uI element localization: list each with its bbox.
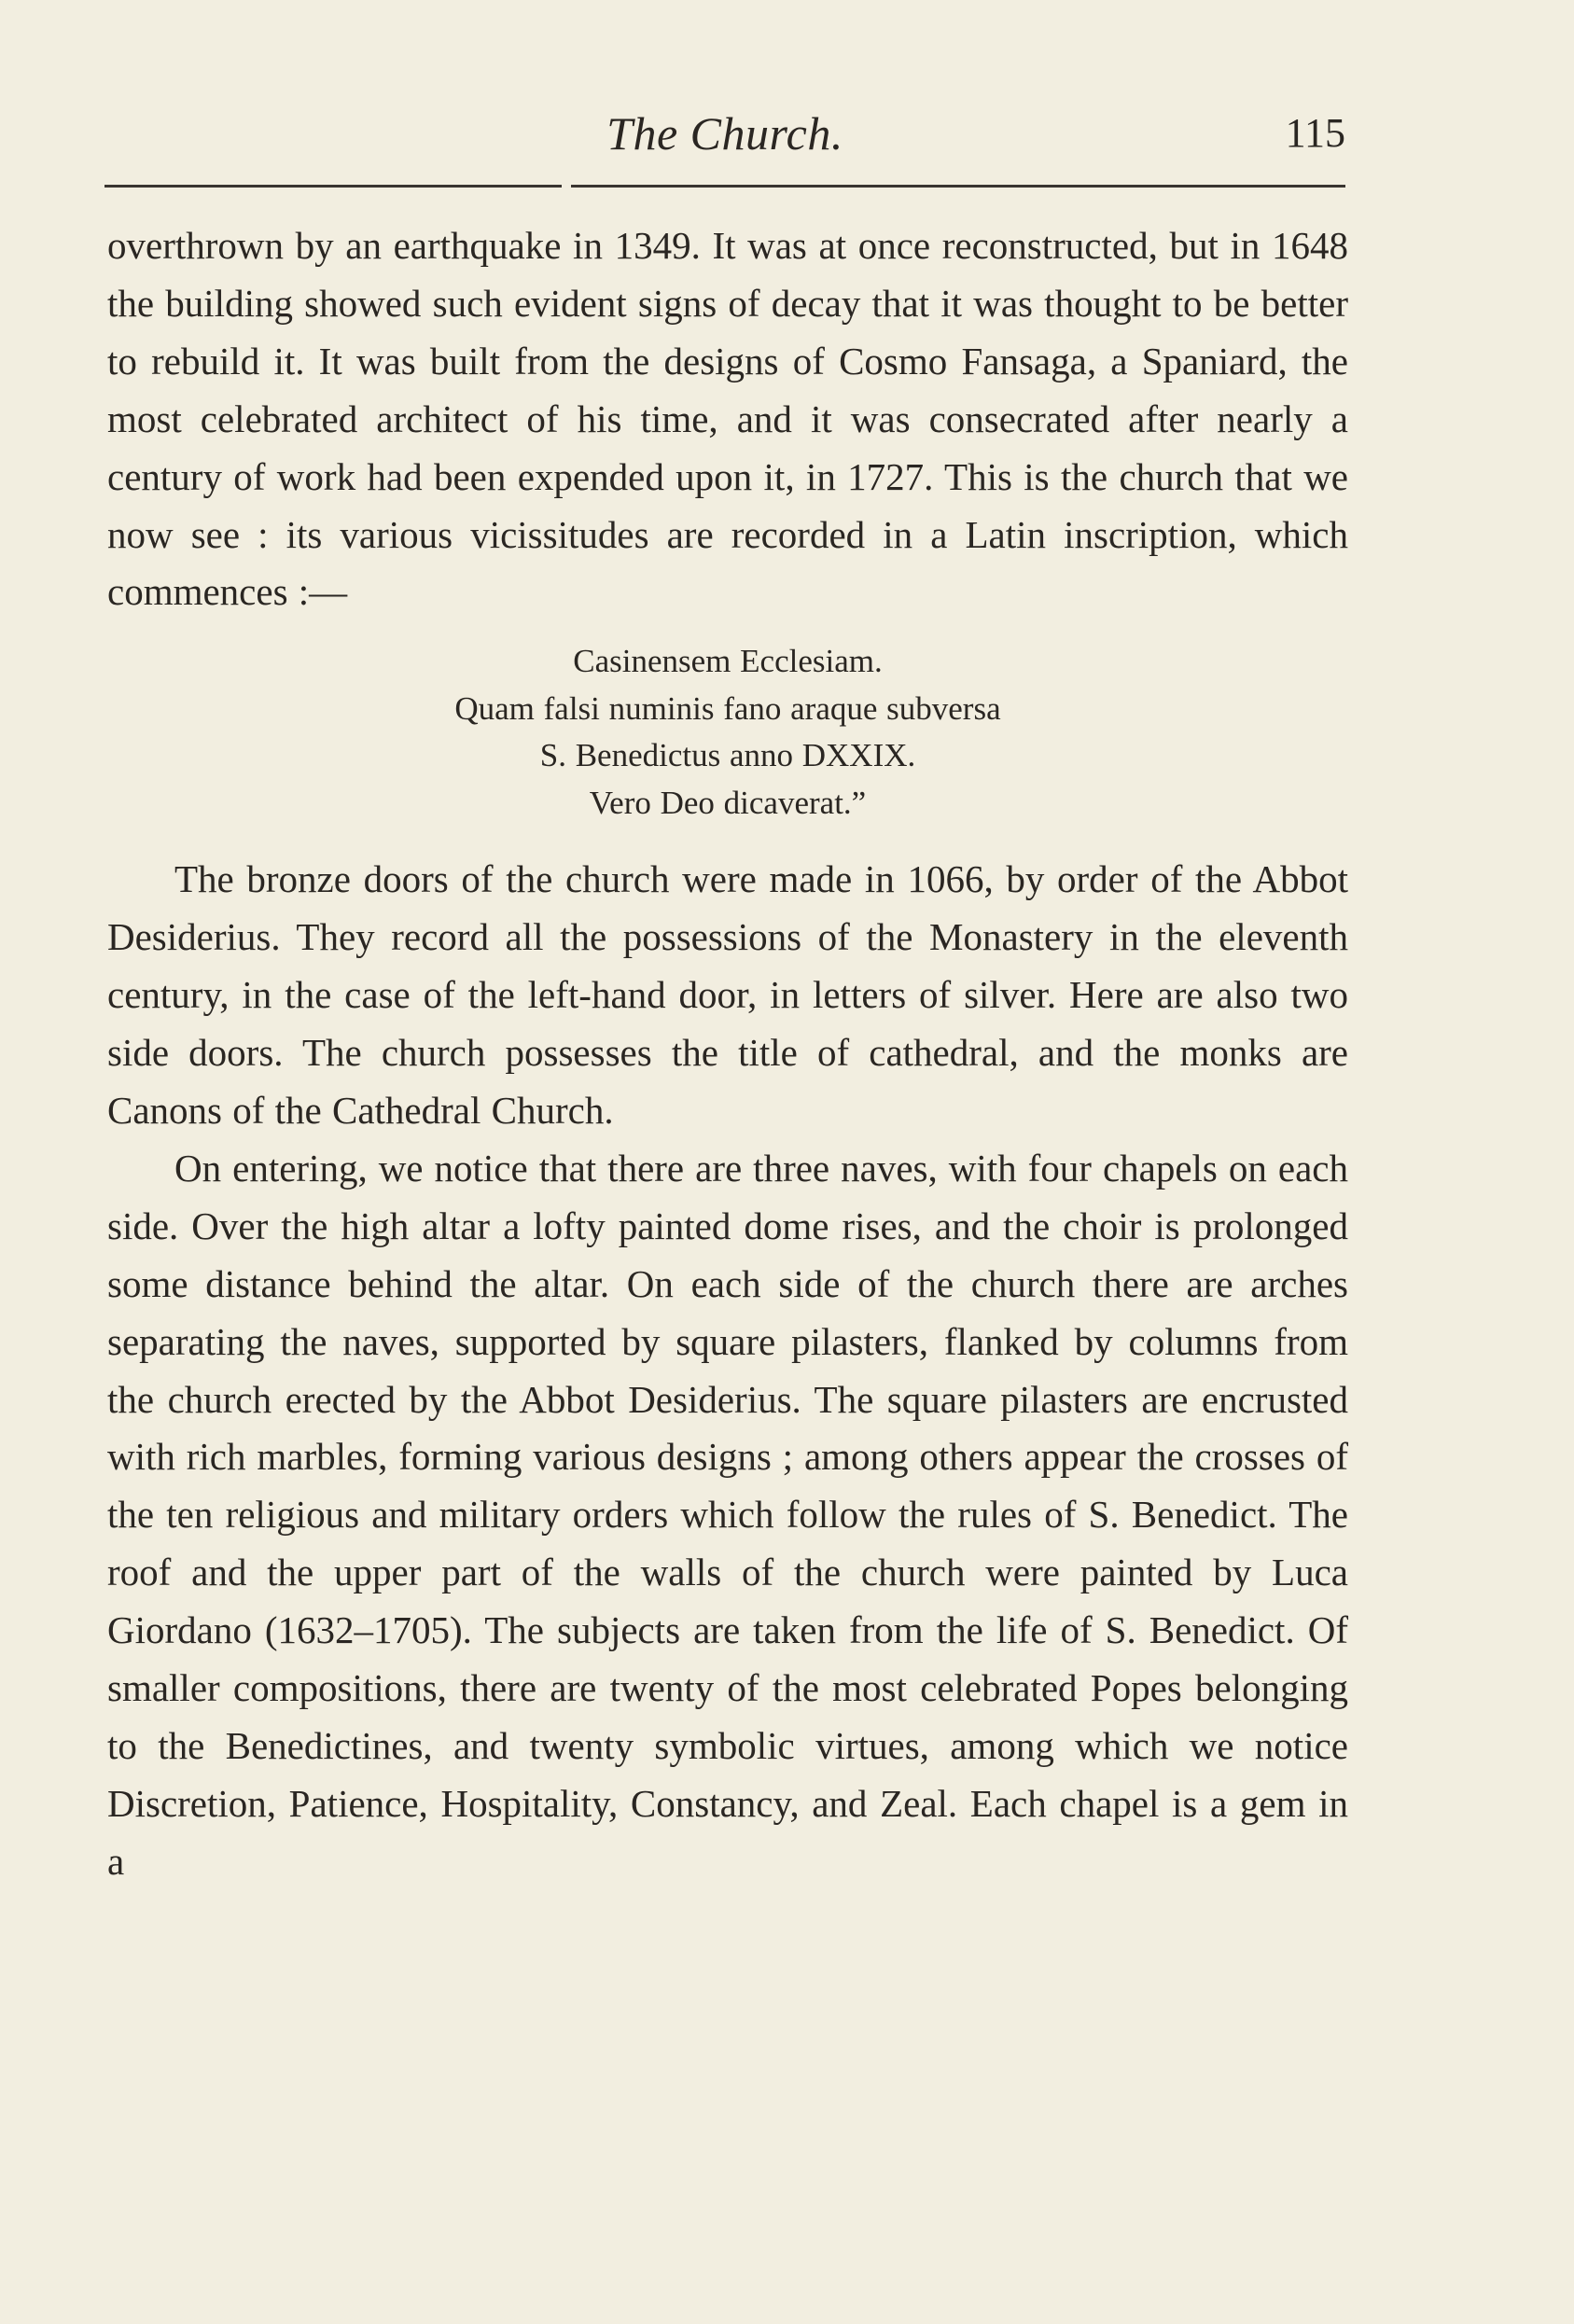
page-number: 115 bbox=[1285, 110, 1345, 156]
running-title: The Church. bbox=[606, 107, 843, 160]
paragraph-continued: overthrown by an earthquake in 1349. It was at once reconstructed, but in 1648 the building showed such evident signs of decay that it was thought to be better to rebuild it. It was built from the designs of Cosmo Fansaga, a Spaniard, the most celebrated architect of his time, and it was consecrated after nearly a century of work had been expended upon it, in 1727. This is the church that we now see : its various vicissitudes are recorded in a Latin inscription, which commences :— bbox=[107, 224, 1348, 614]
body-text bbox=[107, 217, 1348, 1891]
running-head bbox=[104, 101, 1345, 166]
paragraph-bronze-doors: The bronze doors of the church were made in 1066, by order of the Abbot Desiderius. They record all the possessions of the Monastery in the eleventh century, in the case of the left-hand door, in letters of silver. Here are also two side doors. The church possesses the title of cathedral, and the monks are Canons of the Cathedral Church. bbox=[107, 857, 1348, 1132]
latin-inscription bbox=[107, 638, 1348, 827]
paragraph-naves: On entering, we notice that there are three naves, with four chapels on each side. Over the high altar a lofty painted dome rises, and the choir is prolonged some distance behind the altar. On each side of the church there are arches separating the naves, supported by square pilasters, flanked by columns from the church erected by the Abbot Desiderius. The square pilasters are encrusted with rich marbles, forming various designs ; among others appear the crosses of the ten religious and military orders which follow the rules of S. Benedict. The roof and the upper part of the walls of the church were painted by Luca Giordano (1632–1705). The subjects are taken from the life of S. Benedict. Of smaller compositions, there are twenty of the most celebrated Popes belonging to the Benedictines, and twenty symbolic virtues, among which we notice Discretion, Patience, Hospitality, Constancy, and Zeal. Each chapel is a gem in a bbox=[107, 1146, 1348, 1883]
inscription-line: Vero Deo dicaverat.” bbox=[589, 784, 867, 821]
inscription-line: S. Benedictus anno DXXIX. bbox=[539, 737, 916, 774]
header-rule-left bbox=[104, 185, 562, 188]
header-rule-right bbox=[571, 185, 1345, 188]
inscription-line: Casinensem Ecclesiam. bbox=[573, 643, 883, 680]
inscription-line: Quam falsi numinis fano araque subversa bbox=[454, 689, 1001, 727]
